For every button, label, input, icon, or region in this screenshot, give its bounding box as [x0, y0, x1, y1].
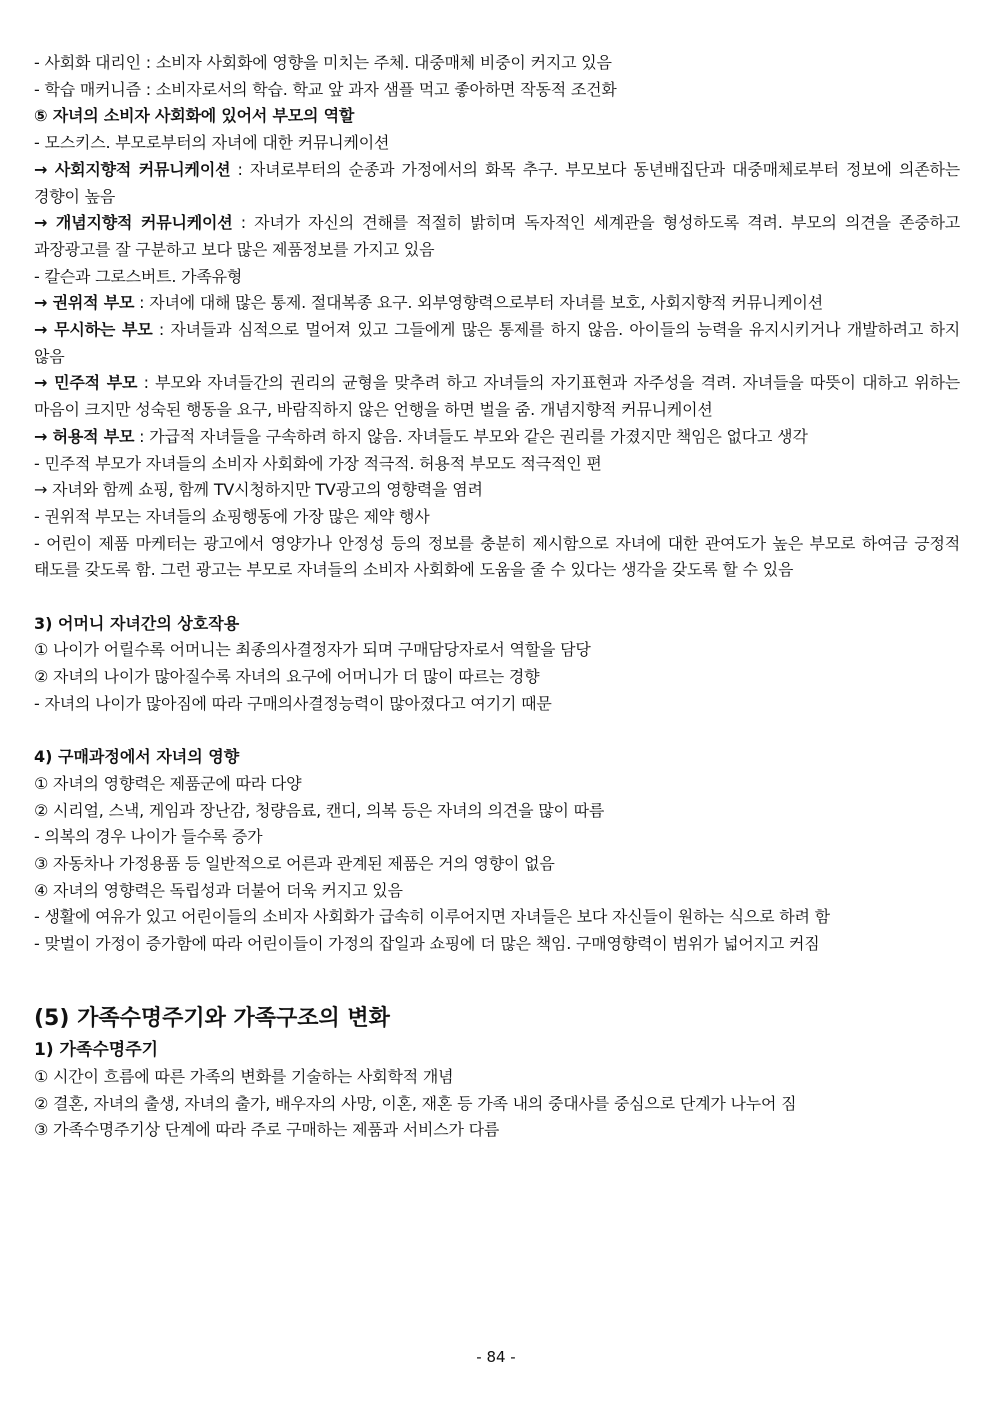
section-heading: 4) 구매과정에서 자녀의 영향 — [34, 747, 240, 767]
text-line: - 권위적 부모는 자녀들의 쇼핑행동에 가장 많은 제약 행사 — [34, 506, 430, 526]
term-description: : 부모와 자녀들간의 권리의 균형을 맞추려 하고 자녀들의 자기표현과 자주성을 격려. 자녀들을 따뜻이 대하고 위하는 마음이 크지만 성숙된 행동을 요구, 바람직하지 않은 언행을 하면 벌을 줌. 개념지향적 커뮤니케이션 — [34, 373, 960, 420]
page-number: - 84 - — [476, 1348, 516, 1366]
text-paragraph — [34, 370, 960, 423]
spacer — [34, 584, 960, 611]
list-item: ④ 자녀의 영향력은 독립성과 더불어 더욱 커지고 있음 — [34, 880, 403, 900]
list-item: ③ 자동차나 가정용품 등 일반적으로 어른과 관계된 제품은 거의 영향이 없음 — [34, 854, 555, 874]
spacer — [34, 958, 960, 1002]
text-line: - 학습 매커니즘 : 소비자로서의 학습. 학교 앞 과자 샘플 먹고 좋아하면 작동적 조건화 — [34, 79, 617, 99]
list-item: - 의복의 경우 나이가 들수록 증가 — [34, 827, 263, 847]
term-label: → 권위적 부모 — [34, 293, 135, 313]
text-line: - 민주적 부모가 자녀들의 소비자 사회화에 가장 적극적. 허용적 부모도 적극적인 편 — [34, 453, 602, 473]
subsection-heading: ⑤ 자녀의 소비자 사회화에 있어서 부모의 역할 — [34, 106, 355, 126]
term-label: → 민주적 부모 — [34, 373, 138, 393]
list-item: ③ 가족수명주기상 단계에 따라 주로 구매하는 제품과 서비스가 다름 — [34, 1120, 500, 1140]
text-line: → 자녀와 함께 쇼핑, 함께 TV시청하지만 TV광고의 영향력을 염려 — [34, 480, 483, 500]
list-item: ② 결혼, 자녀의 출생, 자녀의 출가, 배우자의 사망, 이혼, 재혼 등 가족 내의 중대사를 중심으로 단계가 나누어 짐 — [34, 1093, 797, 1113]
document-page — [34, 50, 960, 1144]
text-paragraph — [34, 317, 960, 370]
term-description: : 가급적 자녀들을 구속하려 하지 않음. 자녀들도 부모와 같은 권리를 가졌지만 책임은 없다고 생각 — [134, 426, 808, 446]
term-label: → 개념지향적 커뮤니케이션 — [34, 213, 233, 233]
term-description: : 자녀에 대해 많은 통제. 절대복종 요구. 외부영향력으로부터 자녀를 보호, 사회지향적 커뮤니케이션 — [134, 293, 823, 313]
spacer — [34, 718, 960, 745]
text-paragraph — [34, 424, 960, 451]
section-heading: 3) 어머니 자녀간의 상호작용 — [34, 613, 240, 633]
chapter-heading: (5) 가족수명주기와 가족구조의 변화 — [34, 1005, 390, 1031]
term-description: : 자녀로부터의 순종과 가정에서의 화목 추구. 부모보다 동년배집단과 대중매체로부터 정보에 의존하는 경향이 높음 — [34, 159, 960, 206]
text-paragraph: - 어린이 제품 마케터는 광고에서 영양가나 안정성 등의 정보를 충분히 제시함으로 자녀에 대한 관여도가 높은 부모로 하여금 긍정적 태도를 갖도록 함. 그런 광고는 부모로 자녀들의 소비자 사회화에 도움을 줄 수 있다는 생각을 갖도록 할 수 있음 — [34, 533, 960, 580]
list-item: ① 나이가 어릴수록 어머니는 최종의사결정자가 되며 구매담당자로서 역할을 담당 — [34, 640, 591, 660]
term-description: : 자녀들과 심적으로 멀어져 있고 그들에게 많은 통제를 하지 않음. 아이들의 능력을 유지시키거나 개발하려고 하지 않음 — [34, 320, 960, 366]
list-item: ① 시간이 흐름에 따른 가족의 변화를 기술하는 사회학적 개념 — [34, 1066, 454, 1086]
list-item: - 자녀의 나이가 많아짐에 따라 구매의사결정능력이 많아졌다고 여기기 때문 — [34, 693, 552, 713]
text-line: - 칼슨과 그로스버트. 가족유형 — [34, 266, 243, 286]
text-line: - 모스키스. 부모로부터의 자녀에 대한 커뮤니케이션 — [34, 133, 390, 153]
text-paragraph — [34, 290, 960, 317]
list-item: ① 자녀의 영향력은 제품군에 따라 다양 — [34, 773, 302, 793]
section-heading: 1) 가족수명주기 — [34, 1039, 159, 1060]
text-line: - 사회화 대리인 : 소비자 사회화에 영향을 미치는 주체. 대중매체 비중이 커지고 있음 — [34, 53, 612, 72]
term-description: : 자녀가 자신의 견해를 적절히 밝히며 독자적인 세계관을 형성하도록 격려. 부모의 의견을 존중하고 과장광고를 잘 구분하고 보다 많은 제품정보를 가지고 있음 — [34, 213, 960, 259]
list-item: - 생활에 여유가 있고 어린이들의 소비자 사회화가 급속히 이루어지면 자녀들은 보다 자신들이 원하는 식으로 하려 함 — [34, 907, 830, 927]
term-label: → 허용적 부모 — [34, 426, 135, 446]
term-label: → 사회지향적 커뮤니케이션 — [34, 159, 231, 179]
list-item: ② 시리얼, 스낵, 게임과 장난감, 청량음료, 캔디, 의복 등은 자녀의 의견을 많이 따름 — [34, 800, 605, 820]
list-item: ② 자녀의 나이가 많아질수록 자녀의 요구에 어머니가 더 많이 따르는 경향 — [34, 667, 540, 687]
term-label: → 무시하는 부모 — [34, 320, 153, 340]
list-item: - 맞벌이 가정이 증가함에 따라 어린이들이 가정의 잡일과 쇼핑에 더 많은 책임. 구매영향력이 범위가 넓어지고 커짐 — [34, 934, 820, 954]
text-paragraph — [34, 157, 960, 210]
text-paragraph — [34, 210, 960, 263]
